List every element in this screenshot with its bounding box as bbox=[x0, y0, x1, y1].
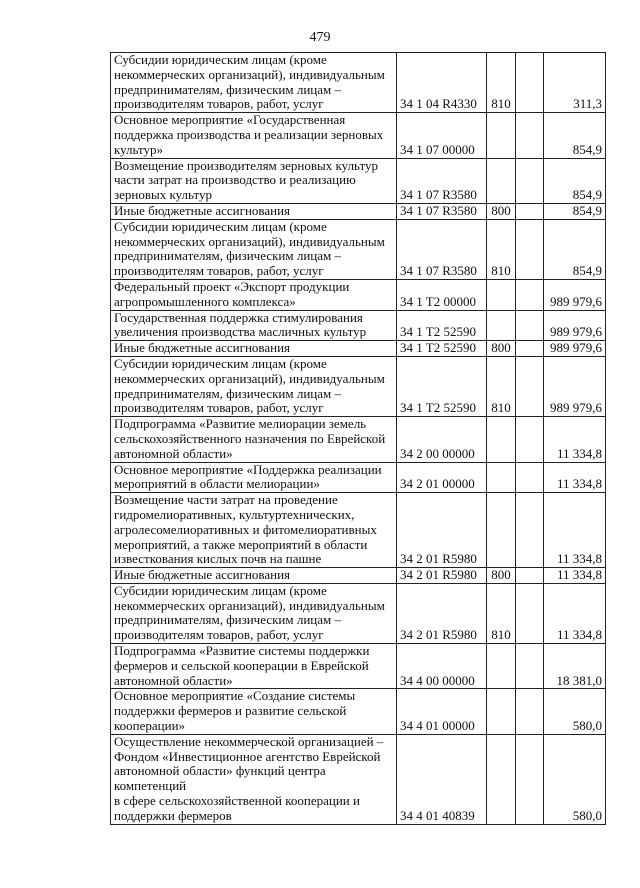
target-article-code-cell: 34 2 01 R5980 bbox=[397, 568, 487, 584]
empty-cell bbox=[516, 53, 544, 113]
table-row bbox=[111, 341, 606, 357]
table-row bbox=[111, 219, 606, 279]
table-row bbox=[111, 53, 606, 113]
empty-cell bbox=[516, 113, 544, 158]
target-article-code-cell: 34 2 01 00000 bbox=[397, 462, 487, 493]
item-name-cell: Государственная поддержка стимулирования увеличения производства масличных культур bbox=[111, 310, 397, 341]
empty-cell bbox=[516, 203, 544, 219]
expense-type-cell: 800 bbox=[487, 203, 516, 219]
table-row bbox=[111, 279, 606, 310]
item-name-cell: Осуществление некоммерческой организацией – Фондом «Инвестиционное агентство Еврейской автономной области» функций центра компетенций в сфере сельскохозяйственной кооперации и поддержки фермеров bbox=[111, 734, 397, 824]
item-name-cell: Субсидии юридическим лицам (кроме некоммерческих организаций), индивидуальным предпринимателям, физическим лицам – производителям товаров, работ, услуг bbox=[111, 356, 397, 416]
amount-cell: 11 334,8 bbox=[544, 583, 606, 643]
item-name-cell: Иные бюджетные ассигнования bbox=[111, 341, 397, 357]
empty-cell bbox=[516, 279, 544, 310]
item-name-cell: Основное мероприятие «Поддержка реализации мероприятий в области мелиорации» bbox=[111, 462, 397, 493]
empty-cell bbox=[516, 310, 544, 341]
target-article-code-cell: 34 1 07 R3580 bbox=[397, 203, 487, 219]
target-article-code-cell: 34 1 07 R3580 bbox=[397, 219, 487, 279]
item-name-cell: Подпрограмма «Развитие мелиорации земель сельскохозяйственного назначения по Еврейской автономной области» bbox=[111, 417, 397, 462]
expense-type-cell: 810 bbox=[487, 219, 516, 279]
amount-cell: 311,3 bbox=[544, 53, 606, 113]
expense-type-cell bbox=[487, 279, 516, 310]
table-row bbox=[111, 583, 606, 643]
item-name-cell: Основное мероприятие «Создание системы поддержки фермеров и развитие сельской кооперации» bbox=[111, 689, 397, 734]
budget-table-body bbox=[111, 53, 606, 825]
table-row bbox=[111, 493, 606, 568]
target-article-code-cell: 34 2 01 R5980 bbox=[397, 493, 487, 568]
expense-type-cell bbox=[487, 689, 516, 734]
empty-cell bbox=[516, 583, 544, 643]
empty-cell bbox=[516, 734, 544, 824]
target-article-code-cell: 34 1 T2 52590 bbox=[397, 341, 487, 357]
table-row bbox=[111, 113, 606, 158]
amount-cell: 989 979,6 bbox=[544, 310, 606, 341]
target-article-code-cell: 34 1 04 R4330 bbox=[397, 53, 487, 113]
table-row bbox=[111, 734, 606, 824]
table-row bbox=[111, 568, 606, 584]
amount-cell: 989 979,6 bbox=[544, 279, 606, 310]
target-article-code-cell: 34 1 T2 52590 bbox=[397, 310, 487, 341]
table-row bbox=[111, 417, 606, 462]
amount-cell: 854,9 bbox=[544, 158, 606, 203]
item-name-cell: Субсидии юридическим лицам (кроме некоммерческих организаций), индивидуальным предпринимателям, физическим лицам – производителям товаров, работ, услуг bbox=[111, 583, 397, 643]
item-name-cell: Федеральный проект «Экспорт продукции агропромышленного комплекса» bbox=[111, 279, 397, 310]
expense-type-cell bbox=[487, 417, 516, 462]
item-name-cell: Иные бюджетные ассигнования bbox=[111, 568, 397, 584]
amount-cell: 11 334,8 bbox=[544, 462, 606, 493]
item-name-cell: Субсидии юридическим лицам (кроме некоммерческих организаций), индивидуальным предпринимателям, физическим лицам – производителям товаров, работ, услуг bbox=[111, 53, 397, 113]
empty-cell bbox=[516, 689, 544, 734]
expense-type-cell bbox=[487, 310, 516, 341]
table-row bbox=[111, 158, 606, 203]
target-article-code-cell: 34 1 07 00000 bbox=[397, 113, 487, 158]
expense-type-cell: 800 bbox=[487, 568, 516, 584]
amount-cell: 854,9 bbox=[544, 219, 606, 279]
amount-cell: 854,9 bbox=[544, 203, 606, 219]
empty-cell bbox=[516, 158, 544, 203]
amount-cell: 11 334,8 bbox=[544, 568, 606, 584]
target-article-code-cell: 34 2 00 00000 bbox=[397, 417, 487, 462]
target-article-code-cell: 34 1 07 R3580 bbox=[397, 158, 487, 203]
empty-cell bbox=[516, 356, 544, 416]
table-row bbox=[111, 462, 606, 493]
empty-cell bbox=[516, 462, 544, 493]
target-article-code-cell: 34 4 00 00000 bbox=[397, 644, 487, 689]
budget-table bbox=[110, 52, 606, 825]
page-number: 479 bbox=[309, 30, 331, 45]
empty-cell bbox=[516, 219, 544, 279]
expense-type-cell bbox=[487, 644, 516, 689]
amount-cell: 989 979,6 bbox=[544, 356, 606, 416]
item-name-cell: Иные бюджетные ассигнования bbox=[111, 203, 397, 219]
expense-type-cell: 800 bbox=[487, 341, 516, 357]
amount-cell: 580,0 bbox=[544, 689, 606, 734]
empty-cell bbox=[516, 644, 544, 689]
item-name-cell: Возмещение производителям зерновых культур части затрат на производство и реализацию зерновых культур bbox=[111, 158, 397, 203]
empty-cell bbox=[516, 341, 544, 357]
expense-type-cell: 810 bbox=[487, 583, 516, 643]
target-article-code-cell: 34 4 01 40839 bbox=[397, 734, 487, 824]
amount-cell: 989 979,6 bbox=[544, 341, 606, 357]
table-row bbox=[111, 203, 606, 219]
table-row bbox=[111, 310, 606, 341]
expense-type-cell: 810 bbox=[487, 356, 516, 416]
amount-cell: 18 381,0 bbox=[544, 644, 606, 689]
table-row bbox=[111, 689, 606, 734]
empty-cell bbox=[516, 417, 544, 462]
target-article-code-cell: 34 4 01 00000 bbox=[397, 689, 487, 734]
item-name-cell: Возмещение части затрат на проведение гидромелиоративных, культуртехнических, агролесомелиоративных и фитомелиоративных мероприятий, а также мероприятий в области известкования кислых почв на пашне bbox=[111, 493, 397, 568]
expense-type-cell bbox=[487, 113, 516, 158]
table-row bbox=[111, 356, 606, 416]
expense-type-cell: 810 bbox=[487, 53, 516, 113]
expense-type-cell bbox=[487, 462, 516, 493]
target-article-code-cell: 34 1 T2 00000 bbox=[397, 279, 487, 310]
amount-cell: 11 334,8 bbox=[544, 493, 606, 568]
amount-cell: 580,0 bbox=[544, 734, 606, 824]
expense-type-cell bbox=[487, 158, 516, 203]
expense-type-cell bbox=[487, 734, 516, 824]
expense-type-cell bbox=[487, 493, 516, 568]
amount-cell: 11 334,8 bbox=[544, 417, 606, 462]
empty-cell bbox=[516, 493, 544, 568]
target-article-code-cell: 34 2 01 R5980 bbox=[397, 583, 487, 643]
empty-cell bbox=[516, 568, 544, 584]
item-name-cell: Подпрограмма «Развитие системы поддержки фермеров и сельской кооперации в Еврейской автономной области» bbox=[111, 644, 397, 689]
target-article-code-cell: 34 1 T2 52590 bbox=[397, 356, 487, 416]
table-row bbox=[111, 644, 606, 689]
item-name-cell: Основное мероприятие «Государственная поддержка производства и реализации зерновых культур» bbox=[111, 113, 397, 158]
amount-cell: 854,9 bbox=[544, 113, 606, 158]
item-name-cell: Субсидии юридическим лицам (кроме некоммерческих организаций), индивидуальным предпринимателям, физическим лицам – производителям товаров, работ, услуг bbox=[111, 219, 397, 279]
